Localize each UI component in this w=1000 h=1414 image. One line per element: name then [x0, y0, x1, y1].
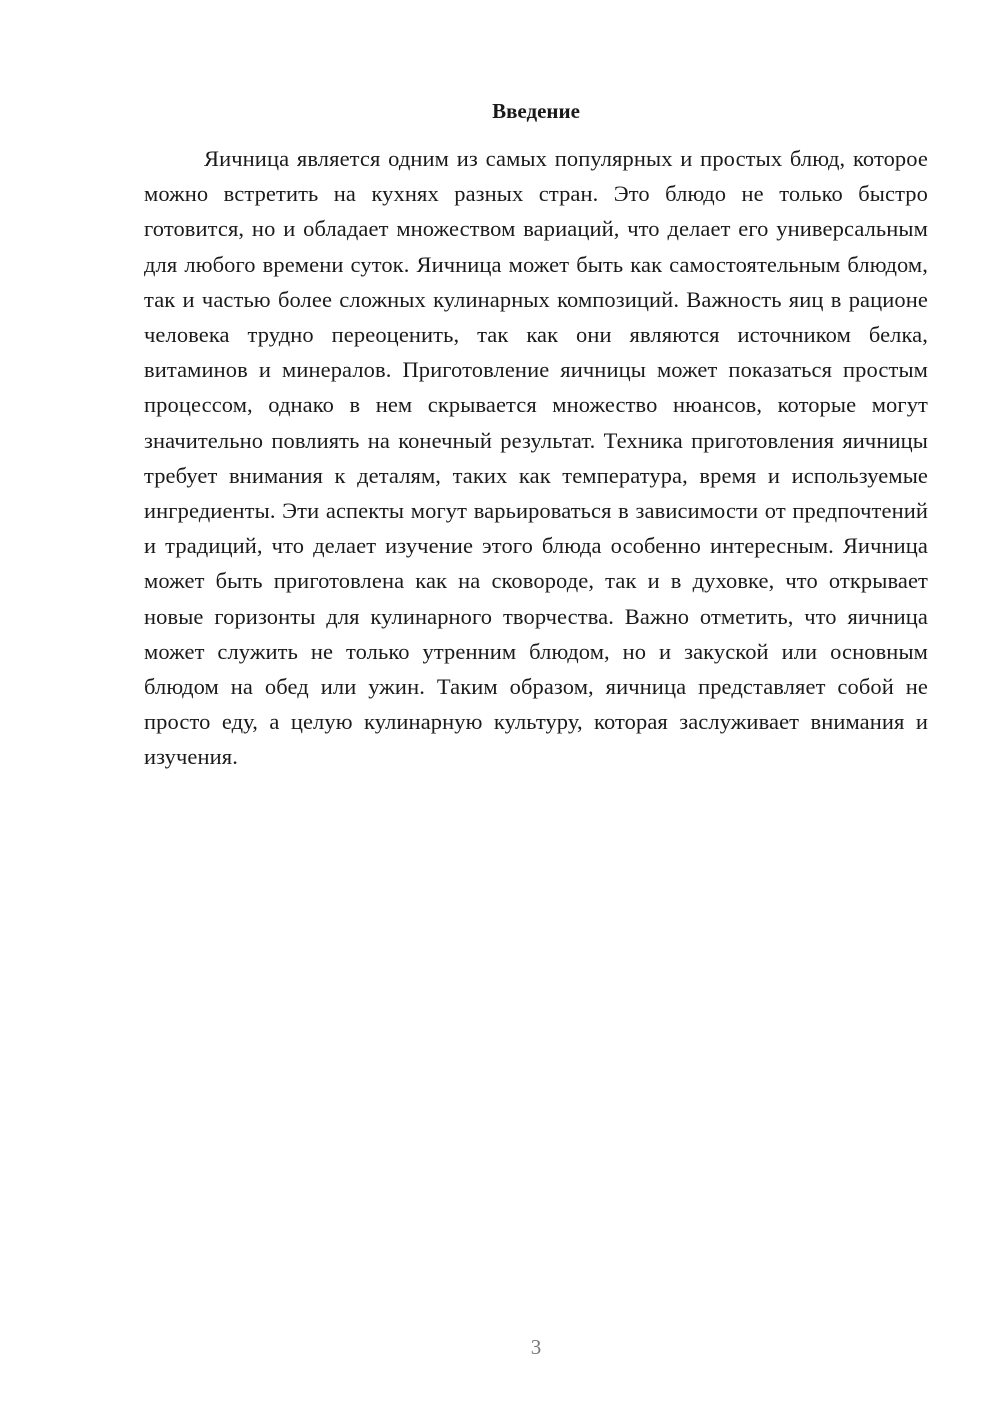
body-paragraph: Яичница является одним из самых популярных и простых блюд, которое можно встретить на кухнях разных стран. Это блюдо не только быстро готовится, но и обладает множеством вариаций, что делает его универсальным для любого времени суток. Яичница может быть как самостоятельным блюдом, так и частью более сложных кулинарных композиций. Важность яиц в рационе человека трудно переоценить, так как они являются источником белка, витаминов и минералов. Приготовление яичницы может показаться простым процессом, однако в нем скрывается множество нюансов, которые могут значительно повлиять на конечный результат. Техника приготовления яичницы требует внимания к деталям, таких как температура, время и используемые ингредиенты. Эти аспекты могут варьироваться в зависимости от предпочтений и традиций, что делает изучение этого блюда особенно интересным. Яичница может быть приготовлена как на сковороде, так и в духовке, что открывает новые горизонты для кулинарного творчества. Важно отметить, что яичница может служить не только утренним блюдом, но и закуской или основным блюдом на обед или ужин. Таким образом, яичница представляет собой не просто еду, а целую кулинарную культуру, которая заслуживает внимания и изучения.	[144, 146, 928, 770]
page-number: 3	[530, 1335, 542, 1359]
section-heading: Введение	[492, 99, 580, 123]
